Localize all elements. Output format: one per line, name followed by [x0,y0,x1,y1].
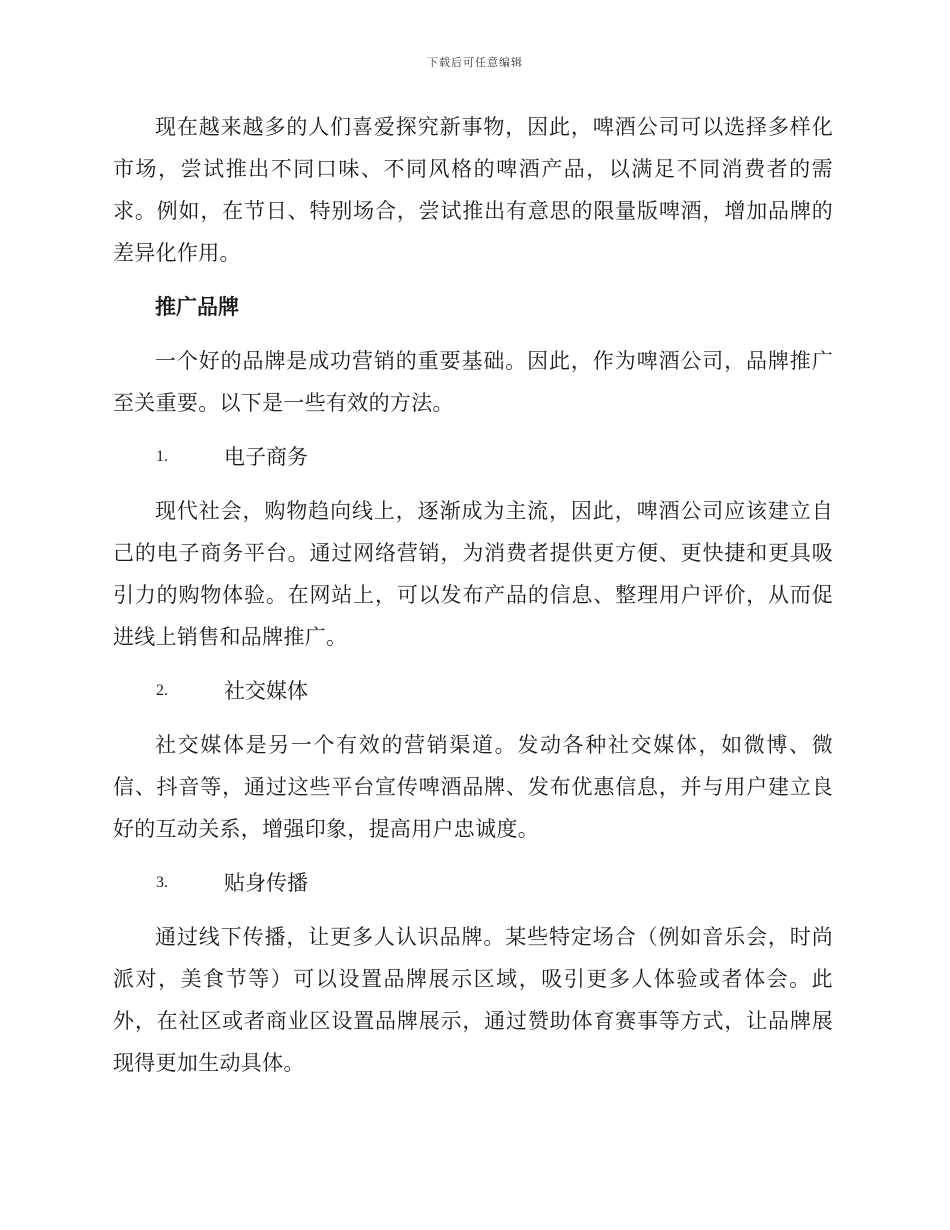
ecommerce-paragraph: 现代社会，购物趋向线上，逐渐成为主流，因此，啤酒公司应该建立自己的电子商务平台。通过网络营销，为消费者提供更方便、更快捷和更具吸引力的购物体验。在网站上，可以发布产品的信息、整理用户评价，从而促进线上销售和品牌推广。 [113,499,833,649]
list-label: 电子商务 [224,445,308,469]
close-promotion-paragraph: 通过线下传播，让更多人认识品牌。某些特定场合（例如音乐会，时尚派对，美食节等）可以设置品牌展示区域，吸引更多人体验或者体会。此外，在社区或者商业区设置品牌展示，通过赞助体育赛事等方式，让品牌展现得更加生动具体。 [113,925,833,1075]
list-number: 3. [156,874,168,891]
section-paragraph: 一个好的品牌是成功营销的重要基础。因此，作为啤酒公司，品牌推广至关重要。以下是一些有效的方法。 [113,349,833,415]
document-body [113,106,833,1084]
list-number: 1. [156,448,168,465]
list-item-close-promotion [113,862,833,904]
intro-paragraph: 现在越来越多的人们喜爱探究新事物，因此，啤酒公司可以选择多样化市场，尝试推出不同口味、不同风格的啤酒产品，以满足不同消费者的需求。例如，在节日、特别场合，尝试推出有意思的限量版啤酒，增加品牌的差异化作用。 [113,115,833,265]
list-item-ecommerce [113,436,833,478]
section-heading: 推广品牌 [155,295,239,319]
list-label: 社交媒体 [224,679,308,703]
list-label: 贴身传播 [224,871,308,895]
social-media-paragraph: 社交媒体是另一个有效的营销渠道。发动各种社交媒体，如微博、微信、抖音等，通过这些平台宣传啤酒品牌、发布优惠信息，并与用户建立良好的互动关系，增强印象，提高用户忠诚度。 [113,733,833,841]
list-number: 2. [156,682,168,699]
list-item-social-media [113,670,833,712]
page-header: 下载后可任意编辑 [427,56,523,69]
